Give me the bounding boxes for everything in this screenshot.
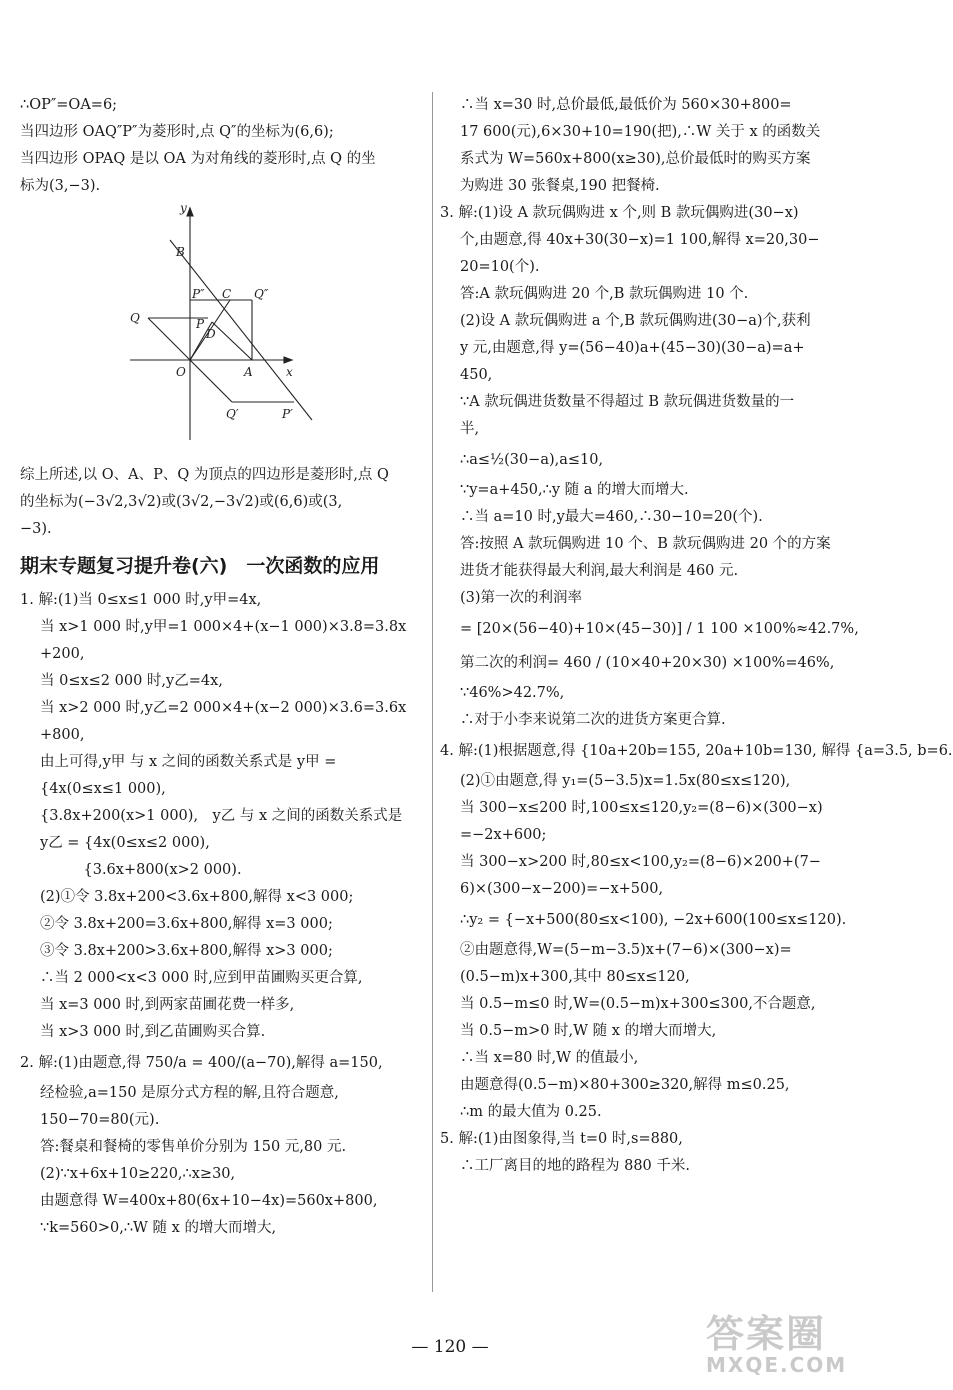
problem-1-line: +800, (40, 727, 85, 743)
page-number: — 120 — (411, 1337, 489, 1357)
text-line: 综上所述,以 O、A、P、Q 为顶点的四边形是菱形时,点 Q (20, 467, 389, 483)
problem-1-line: 当 0≤x≤2 000 时,y乙=4x, (40, 673, 223, 689)
problem-1-line: ②令 3.8x+200=3.6x+800,解得 x=3 000; (40, 916, 333, 932)
problem-4-line: (2)①由题意,得 y₁=(5−3.5)x=1.5x(80≤x≤120), (460, 773, 791, 789)
label-c: C (222, 287, 232, 301)
text-line: 的坐标为(−3√2,3√2)或(3√2,−3√2)或(6,6)或(3, (20, 494, 343, 510)
problem-1-line: 当 x=3 000 时,到两家苗圃花费一样多, (40, 997, 295, 1013)
right-column (440, 92, 953, 1180)
problem-4-line: 6)×(300−x−200)=−x+500, (460, 881, 664, 897)
problem-2-line: 150−70=80(元). (40, 1112, 160, 1128)
label-d: D (206, 327, 216, 341)
problem-2-line: 经检验,a=150 是原分式方程的解,且符合题意, (40, 1085, 339, 1101)
problem-3-line: 半, (460, 421, 480, 437)
problem-3-line: ∵y=a+450,∴y 随 a 的增大而增大. (460, 482, 689, 498)
problem-3-line: 答:A 款玩偶购进 20 个,B 款玩偶购进 10 个. (460, 286, 749, 302)
problem-5-line: ∴工厂离目的地的路程为 880 千米. (460, 1158, 691, 1174)
segment-o-q1 (190, 360, 232, 402)
label-q1: Q′ (226, 407, 239, 421)
problem-3-line: 答:按照 A 款玩偶购进 10 个、B 款玩偶购进 20 个的方案 (460, 536, 831, 552)
problem-2-line: ∴当 x=30 时,总价最低,最低价为 560×30+800= (460, 97, 792, 113)
problem-5-line: 5. 解:(1)由图象得,当 t=0 时,s=880, (440, 1131, 683, 1147)
problem-4-line: ∴y₂ = {−x+500(80≤x<100), −2x+600(100≤x≤120). (460, 912, 847, 928)
watermark-bottom: MXQE.COM (706, 1353, 848, 1377)
problem-3-line: 个,由题意,得 40x+30(30−x)=1 100,解得 x=20,30− (460, 232, 820, 248)
problem-1-line: 当 x>3 000 时,到乙苗圃购买合算. (40, 1024, 266, 1040)
problem-4-line: (0.5−m)x+300,其中 80≤x≤120, (460, 969, 690, 985)
problem-2-line: 系式为 W=560x+800(x≥30),总价最低时的购买方案 (460, 151, 811, 167)
x-axis-arrow (284, 357, 292, 363)
segment-p-a (212, 322, 252, 360)
problem-3-line: (3)第一次的利润率 (460, 590, 583, 606)
problem-4-line: ②由题意得,W=(5−m−3.5)x+(7−6)×(300−x)= (460, 942, 792, 958)
problem-2-line: 2. 解:(1)由题意,得 750/a = 400/(a−70),解得 a=150, (20, 1055, 383, 1071)
label-p1: P′ (282, 407, 293, 421)
problem-3-line: 进货才能获得最大利润,最大利润是 460 元. (460, 563, 739, 579)
y-axis-arrow (187, 208, 193, 216)
problem-2-line: (2)∵x+6x+10≥220,∴x≥30, (40, 1166, 236, 1182)
problem-1-line: 当 x>1 000 时,y甲=1 000×4+(x−1 000)×3.8=3.8x (40, 619, 407, 635)
text-line: ∴OP″=OA=6; (20, 97, 118, 113)
problem-1-line: {3.6x+800(x>2 000). (40, 862, 242, 878)
problem-4-line: 由题意得(0.5−m)×80+300≥320,解得 m≤0.25, (460, 1077, 790, 1093)
text-line: 当四边形 OAQ″P″为菱形时,点 Q″的坐标为(6,6); (20, 124, 334, 140)
problem-3-line: ∵46%>42.7%, (460, 685, 565, 701)
problem-4-line: 当 0.5−m>0 时,W 随 x 的增大而增大, (460, 1023, 717, 1039)
problem-3-line: ∵A 款玩偶进货数量不得超过 B 款玩偶进货数量的一 (460, 394, 795, 410)
problem-3-line: 3. 解:(1)设 A 款玩偶购进 x 个,则 B 款玩偶购进(30−x) (440, 205, 799, 221)
problem-2-line: ∵k=560>0,∴W 随 x 的增大而增大, (40, 1220, 277, 1236)
problem-3-line: ∴当 a=10 时,y最大=460,∴30−10=20(个). (460, 509, 763, 525)
label-q: Q (130, 311, 140, 325)
column-divider (432, 92, 433, 1292)
problem-3-line: 450, (460, 367, 493, 383)
label-o: O (176, 365, 186, 379)
problem-4-line: 当 0.5−m≤0 时,W=(0.5−m)x+300≤300,不合题意, (460, 996, 816, 1012)
label-y: y (180, 201, 187, 215)
problem-1-line: {4x(0≤x≤1 000), (40, 781, 166, 797)
problem-4-line: =−2x+600; (460, 827, 547, 843)
problem-4-line: 4. 解:(1)根据题意,得 {10a+20b=155, 20a+10b=130, 解得 {a=3.5, b=6. (440, 743, 953, 759)
label-p2: P″ (192, 287, 205, 301)
segment-q-o (148, 318, 190, 360)
problem-2-line: 答:餐桌和餐椅的零售单价分别为 150 元,80 元. (40, 1139, 347, 1155)
text-line: 标为(3,−3). (20, 178, 101, 194)
line-ab (170, 240, 312, 420)
problem-2-line: 为购进 30 张餐桌,190 把餐椅. (460, 178, 660, 194)
problem-1-line: 当 x>2 000 时,y乙=2 000×4+(x−2 000)×3.6=3.6x (40, 700, 407, 716)
problem-1-line: 1. 解:(1)当 0≤x≤1 000 时,y甲=4x, (20, 592, 262, 608)
problem-1-line: 由上可得,y甲 与 x 之间的函数关系式是 y甲 = (40, 754, 337, 770)
label-p: P (196, 317, 205, 331)
problem-4-line: ∴m 的最大值为 0.25. (460, 1104, 602, 1120)
problem-1-line: (2)①令 3.8x+200<3.6x+800,解得 x<3 000; (40, 889, 354, 905)
problem-3-line: ∴a≤½(30−a),a≤10, (460, 452, 604, 468)
problem-1-line: ∴当 2 000<x<3 000 时,应到甲苗圃购买更合算, (40, 970, 363, 986)
problem-3-line: 20=10(个). (460, 259, 540, 275)
problem-4-line: 当 300−x≤200 时,100≤x≤120,y₂=(8−6)×(300−x) (460, 800, 823, 816)
problem-3-line: ∴对于小李来说第二次的进货方案更合算. (460, 712, 726, 728)
problem-4-line: 当 300−x>200 时,80≤x<100,y₂=(8−6)×200+(7− (460, 854, 821, 870)
left-column (20, 92, 424, 1242)
problem-3-line: (2)设 A 款玩偶购进 a 个,B 款玩偶购进(30−a)个,获利 (460, 313, 811, 329)
problem-2-line: 17 600(元),6×30+10=190(把),∴W 关于 x 的函数关 (460, 124, 821, 140)
problem-1-line: ③令 3.8x+200>3.6x+800,解得 x>3 000; (40, 943, 333, 959)
label-q2: Q″ (254, 287, 269, 301)
problem-1-line: y乙 = {4x(0≤x≤2 000), (40, 835, 210, 851)
problem-1-line: {3.8x+200(x>1 000), y乙 与 x 之间的函数关系式是 (40, 808, 403, 824)
rhombus-diagram (20, 200, 424, 462)
watermark-top: 答案圈 (706, 1312, 827, 1356)
problem-3-line: = [20×(56−40)+10×(45−30)] / 1 100 ×100%≈42.7%, (460, 621, 859, 637)
label-a: A (244, 365, 253, 379)
section-title: 期末专题复习提升卷(六) 一次函数的应用 (20, 555, 380, 577)
text-line: 当四边形 OPAQ 是以 OA 为对角线的菱形时,点 Q 的坐 (20, 151, 376, 167)
problem-3-line: y 元,由题意,得 y=(56−40)a+(45−30)(30−a)=a+ (460, 340, 805, 356)
problem-1-line: +200, (40, 646, 85, 662)
problem-4-line: ∴当 x=80 时,W 的值最小, (460, 1050, 639, 1066)
label-b: B (176, 245, 185, 259)
coordinate-figure (20, 200, 424, 462)
watermark-logo (706, 1314, 886, 1380)
label-x: x (286, 365, 293, 379)
problem-3-line: 第二次的利润= 460 / (10×40+20×30) ×100%=46%, (460, 655, 835, 671)
text-line: −3). (20, 521, 52, 537)
problem-2-line: 由题意得 W=400x+80(6x+10−4x)=560x+800, (40, 1193, 378, 1209)
